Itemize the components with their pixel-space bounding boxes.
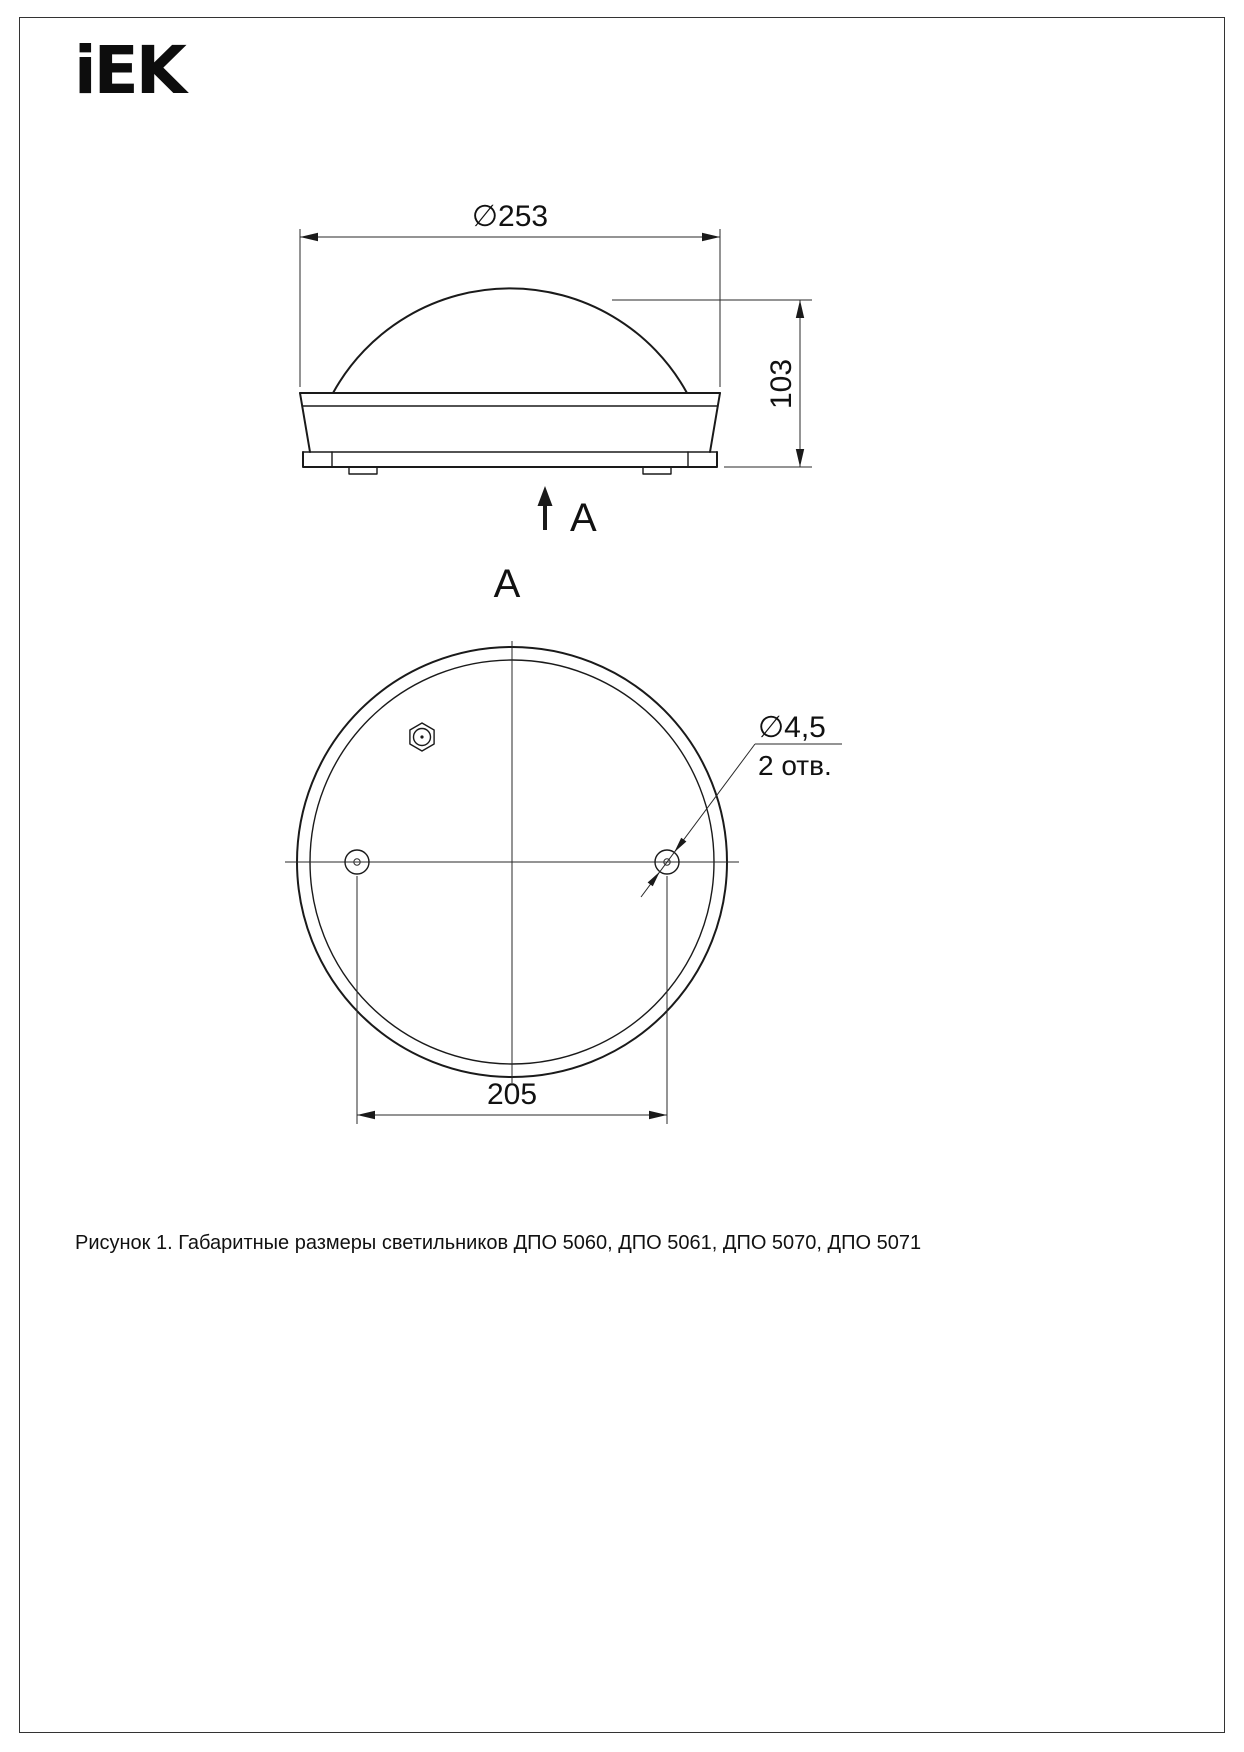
dome-outline <box>333 288 687 393</box>
iek-logo: iEK <box>74 32 184 109</box>
dim-height-label: 103 <box>765 358 798 410</box>
dim-overall-diameter-label: ∅253 <box>471 200 549 233</box>
side-view <box>300 288 720 474</box>
hole-diameter-label: ∅4,5 <box>758 711 826 744</box>
dim-overall-diameter <box>300 200 720 387</box>
hole-diameter-callout <box>641 711 842 897</box>
foot-right <box>643 467 671 474</box>
foot-left <box>349 467 377 474</box>
view-direction-arrow <box>538 486 598 540</box>
section-label: A <box>493 562 521 606</box>
bottom-view <box>285 641 842 1124</box>
base-outline <box>300 393 720 474</box>
hole-count-label: 2 отв. <box>758 750 832 781</box>
dim-hole-spacing-label: 205 <box>486 1078 538 1111</box>
screw-nut <box>410 723 434 751</box>
view-arrow-label: A <box>570 496 597 540</box>
figure-caption: Рисунок 1. Габаритные размеры светильников ДПО 5060, ДПО 5061, ДПО 5070, ДПО 5071 <box>75 1232 922 1254</box>
